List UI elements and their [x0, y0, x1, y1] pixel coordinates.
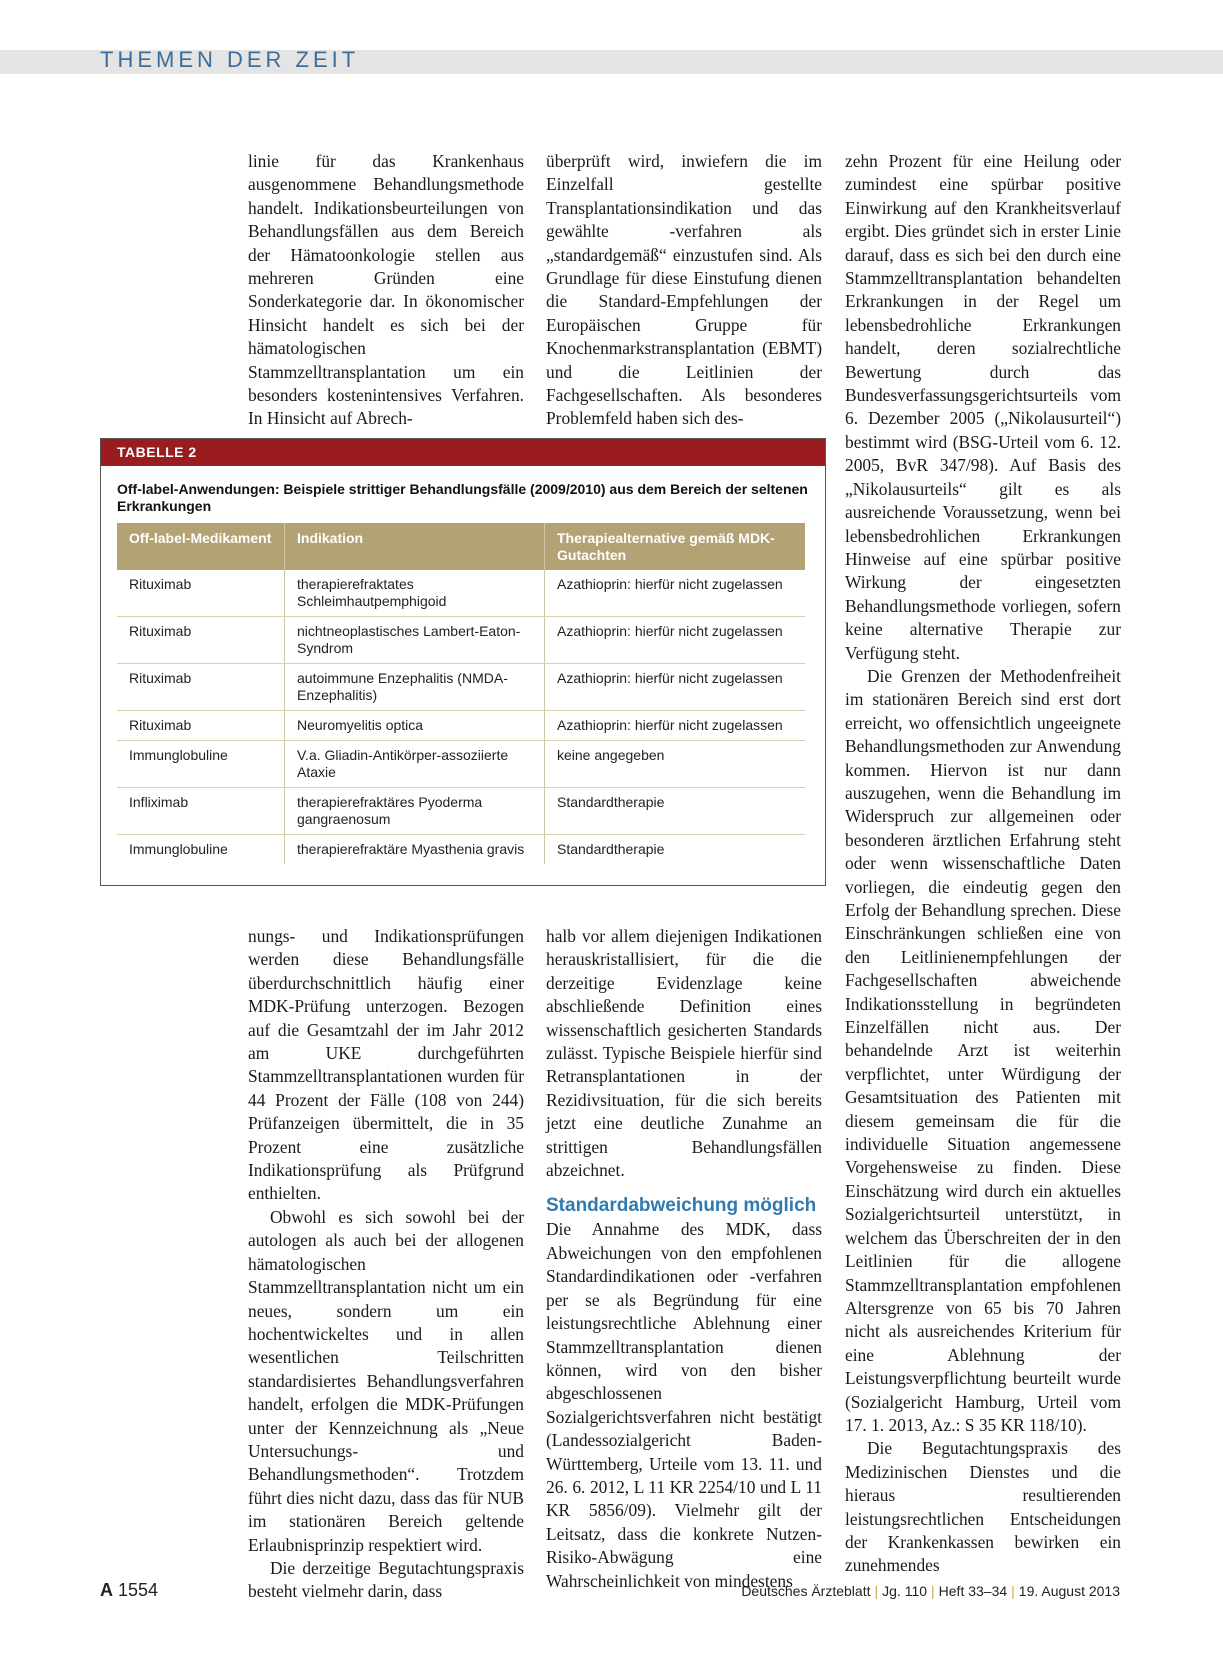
page-footer	[100, 1580, 1120, 1604]
column-2-bottom	[546, 925, 822, 1593]
paragraph: Die derzeitige Begutachtungspraxis besteht vielmehr darin, dass	[248, 1557, 524, 1602]
table-row	[117, 835, 805, 865]
cell-indication: Neuromyelitis optica	[285, 711, 545, 741]
table-2-box	[100, 438, 826, 886]
offlabel-table	[117, 523, 805, 864]
cell-medication: Rituximab	[117, 711, 285, 741]
column-1-top	[248, 150, 524, 431]
cell-indication: autoimmune Enzephalitis (NMDA-Enzephalitis)	[285, 664, 545, 711]
cell-indication: nichtneoplastisches Lambert-Eaton-Syndrom	[285, 617, 545, 664]
separator: |	[931, 1583, 935, 1599]
journal-issue: Heft 33–34	[938, 1583, 1008, 1599]
separator: |	[1011, 1583, 1015, 1599]
cell-alternative: Azathioprin: hierfür nicht zugelassen	[545, 664, 806, 711]
header-alternative: Therapiealternative gemäß MDK-Gutachten	[545, 523, 806, 570]
journal-date: 19. August 2013	[1018, 1583, 1120, 1599]
section-title: THEMEN DER ZEIT	[100, 47, 360, 72]
page-prefix: A	[100, 1580, 113, 1600]
cell-alternative: Azathioprin: hierfür nicht zugelassen	[545, 711, 806, 741]
journal-info	[741, 1583, 1120, 1599]
cell-medication: Infliximab	[117, 788, 285, 835]
header-medication: Off-label-Medikament	[117, 523, 285, 570]
table-header-row	[117, 523, 805, 570]
table-label: TABELLE 2	[101, 439, 825, 466]
column-1-bottom	[248, 925, 524, 1604]
table-row	[117, 664, 805, 711]
cell-medication: Immunglobuline	[129, 841, 228, 857]
cell-alternative: Azathioprin: hierfür nicht zugelassen	[545, 570, 806, 617]
subheading: Standardabweichung möglich	[546, 1195, 817, 1217]
paragraph: Obwohl es sich sowohl bei der autologen als auch bei der allogenen hämatologischen Stammzelltransplantation nicht um ein neues, sondern um ein hochentwickeltes und in allen wesentlichen Teilschritten standardisiertes Behandlungsverfahren handelt, erfolgen die MDK-Prüfungen unter der Kennzeichnung als „Neue Untersuchungs- und Behandlungsmethoden“. Trotzdem führt dies nicht dazu, dass das für NUB im stationären Bereich geltende Erlaubnisprinzip respektiert wird.	[248, 1206, 524, 1555]
table-row	[117, 741, 805, 788]
table-row	[117, 711, 805, 741]
paragraph: halb vor allem diejenigen Indikationen herauskristallisiert, für die die derzeitige Evidenzlage keine abschließende Definition eines wissenschaftlich gesicherten Standards zulässt. Typische Beispiele hierfür sind Retransplantationen in der Rezidivsituation, für die sich bereits jetzt eine deutliche Zunahme an strittigen Behandlungsfällen abzeichnet.	[546, 926, 822, 1181]
paragraph: Die Begutachtungspraxis des Medizinischen Dienstes und die hieraus resultierenden leistungsrechtlichen Entscheidungen der Krankenkassen bewirken ein zunehmendes	[845, 1438, 1121, 1576]
cell-indication: therapierefraktates Schleimhautpemphigoid	[285, 570, 545, 617]
header-indication: Indikation	[285, 523, 545, 570]
table-caption: Off-label-Anwendungen: Beispiele strittiger Behandlungsfälle (2009/2010) aus dem Bereich der seltenen Erkrankungen	[117, 481, 808, 514]
paragraph: zehn Prozent für eine Heilung oder zumindest eine spürbar positive Einwirkung auf den Krankheitsverlauf ergibt. Dies gründet sich in erster Linie darauf, dass es sich bei den durch eine Stammzelltransplantation behandelten Erkrankungen in der Regel um lebensbedrohliche Erkrankungen handelt, deren sozialrechtliche Bewertung durch das Bundesverfassungsgerichtsurteils vom 6. Dezember 2005 („Nikolausurteil“) bestimmt wird (BSG-Urteil vom 6. 12. 2005, BvR 347/98). Auf Basis des „Nikolausurteils“ gilt es als ausreichende Voraussetzung, wenn bei lebensbedrohlichen Erkrankungen Hinweise auf eine spürbar positive Wirkung der eingesetzten Behandlungsmethode vorliegen, sofern keine alternative Therapie zur Verfügung steht.	[845, 151, 1121, 663]
paragraph: nungs- und Indikationsprüfungen werden diese Behandlungsfälle überdurchschnittlich häufig einer MDK-Prüfung unterzogen. Bezogen auf die Gesamtzahl der im Jahr 2012 am UKE durchgeführten Stammzelltransplantationen wurden für 44 Prozent der Fälle (108 von 244) Prüfanzeigen übermittelt, die in 35 Prozent eine zusätzliche Indikationsprüfung als Prüfgrund enthielten.	[248, 926, 524, 1204]
page-number	[100, 1580, 158, 1601]
column-2-top	[546, 150, 822, 431]
cell-alternative: Standardtherapie	[545, 788, 806, 835]
cell-indication: V.a. Gliadin-Antikörper-assoziierte Ataxie	[285, 741, 545, 788]
cell-medication: Immunglobuline	[117, 741, 285, 788]
paragraph: Die Grenzen der Methodenfreiheit im stationären Bereich sind erst dort erreicht, wo offensichtlich ungeeignete Behandlungsmethoden zur Anwendung kommen. Hiervon ist nur dann auszugehen, wenn die Behandlung im Widerspruch zur allgemeinen oder besonderen ärztlichen Erfahrung steht oder wenn wissenschaftliche Daten vorliegen, die eindeutig gegen den Erfolg der Behandlung sprechen. Diese Einschränkungen schließen eine von den Leitlinienempfehlungen der Fachgesellschaften abweichende Indikationsstellung in begründeten Einzelfällen nicht aus. Der behandelnde Arzt ist weiterhin verpflichtet, unter Würdigung der Gesamtsituation des Patienten mit diesem gemeinsam die für die individuelle Situation angemessene Vorgehensweise zu finden. Diese Einschätzung wird durch ein aktuelles Sozialgerichtsurteil unterstützt, in welchem das Überschreiten der in den Leitlinien für die allogene Stammzelltransplantation empfohlenen Altersgrenze von 65 bis 70 Jahren nicht als ausreichendes Kriterium für eine Ablehnung der Leistungsverpflichtung beurteilt wurde (Sozialgericht Hamburg, Urteil vom 17. 1. 2013, Az.: S 35 KR 118/10).	[845, 665, 1121, 1435]
table-row	[117, 617, 805, 664]
separator: |	[874, 1583, 879, 1599]
paragraph: überprüft wird, inwiefern die im Einzelfall gestellte Transplantationsindikation und das gewählte -verfahren als „standardgemäß“ einzustufen sind. Als Grundlage für diese Einstufung dienen die Standard-Empfehlungen der Europäischen Gruppe für Knochenmarkstransplantation (EBMT) und die Leitlinien der Fachgesellschaften. Als besonderes Problemfeld haben sich des-	[546, 151, 822, 429]
cell-medication: Rituximab	[117, 570, 285, 617]
cell-medication: Rituximab	[117, 617, 285, 664]
journal-volume: Jg. 110	[882, 1583, 928, 1599]
cell-alternative: Azathioprin: hierfür nicht zugelassen	[545, 617, 806, 664]
column-3	[845, 150, 1121, 1578]
cell-alternative: keine angegeben	[545, 741, 806, 788]
cell-indication: therapierefraktäre Myasthenia gravis	[285, 835, 545, 865]
cell-indication: therapierefraktäres Pyoderma gangraenosum	[285, 788, 545, 835]
paragraph: Die Annahme des MDK, dass Abweichungen von den empfohlenen Standardindikationen oder -verfahren per se als Begründung für eine leistungsrechtliche Ablehnung einer Stammzelltransplantation dienen können, wird von den bisher abgeschlossenen Sozialgerichtsverfahren nicht bestätigt (Landessozialgericht Baden-Württemberg, Urteile vom 13. 11. und 26. 6. 2012, L 11 KR 2254/10 und L 11 KR 5856/09). Vielmehr gilt der Leitsatz, dass die konkrete Nutzen-Risiko-Abwägung eine Wahrscheinlichkeit von mindestens	[546, 1219, 822, 1591]
table-row	[117, 788, 805, 835]
journal-name: Deutsches Ärzteblatt	[741, 1583, 871, 1599]
page-number-value: 1554	[118, 1580, 159, 1600]
table-row	[117, 570, 805, 617]
paragraph: linie für das Krankenhaus ausgenommene Behandlungsmethode handelt. Indikationsbeurteilungen von Behandlungsfällen aus dem Bereich der Hämatoonkologie stellen aus mehreren Gründen eine Sonderkategorie dar. In ökonomischer Hinsicht handelt es sich bei der hämatologischen Stammzelltransplantation um ein besonders kostenintensives Verfahren. In Hinsicht auf Abrech-	[248, 151, 524, 429]
cell-alternative: Standardtherapie	[545, 835, 806, 865]
cell-medication: Rituximab	[117, 664, 285, 711]
